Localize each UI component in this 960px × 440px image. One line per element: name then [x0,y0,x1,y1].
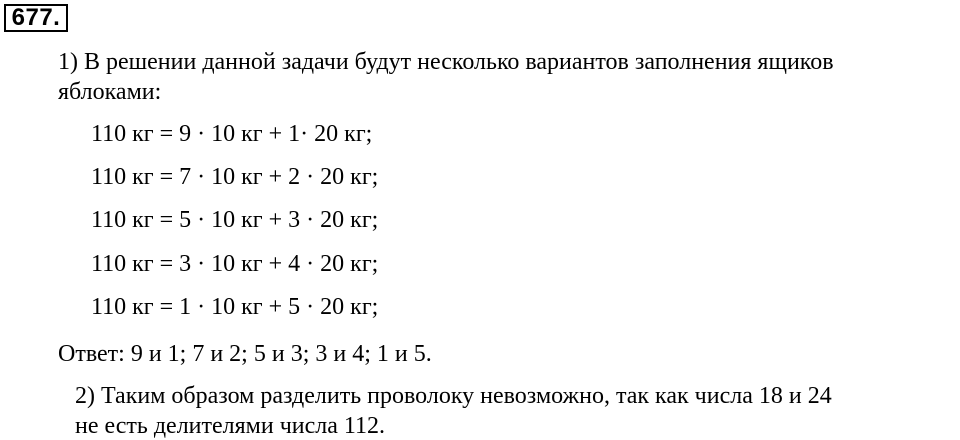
part2-line1: 2) Таким образом разделить проволоку невозможно, так как числа 18 и 24 [75,383,832,409]
part1-intro-line2: яблоками: [58,79,162,105]
part2-line2: не есть делителями числа 112. [75,413,386,439]
equation-4: 110 кг = 3 · 10 кг + 4 · 20 кг; [91,251,379,277]
equation-5: 110 кг = 1 · 10 кг + 5 · 20 кг; [91,294,379,320]
equation-2: 110 кг = 7 · 10 кг + 2 · 20 кг; [91,164,379,190]
part1-intro-line1: 1) В решении данной задачи будут несколько вариантов заполнения ящиков [58,49,834,75]
equation-3: 110 кг = 5 · 10 кг + 3 · 20 кг; [91,207,379,233]
problem-number: 677. [4,4,68,32]
equation-1: 110 кг = 9 · 10 кг + 1· 20 кг; [91,121,373,147]
answer-line: Ответ: 9 и 1; 7 и 2; 5 и 3; 3 и 4; 1 и 5. [58,341,432,367]
